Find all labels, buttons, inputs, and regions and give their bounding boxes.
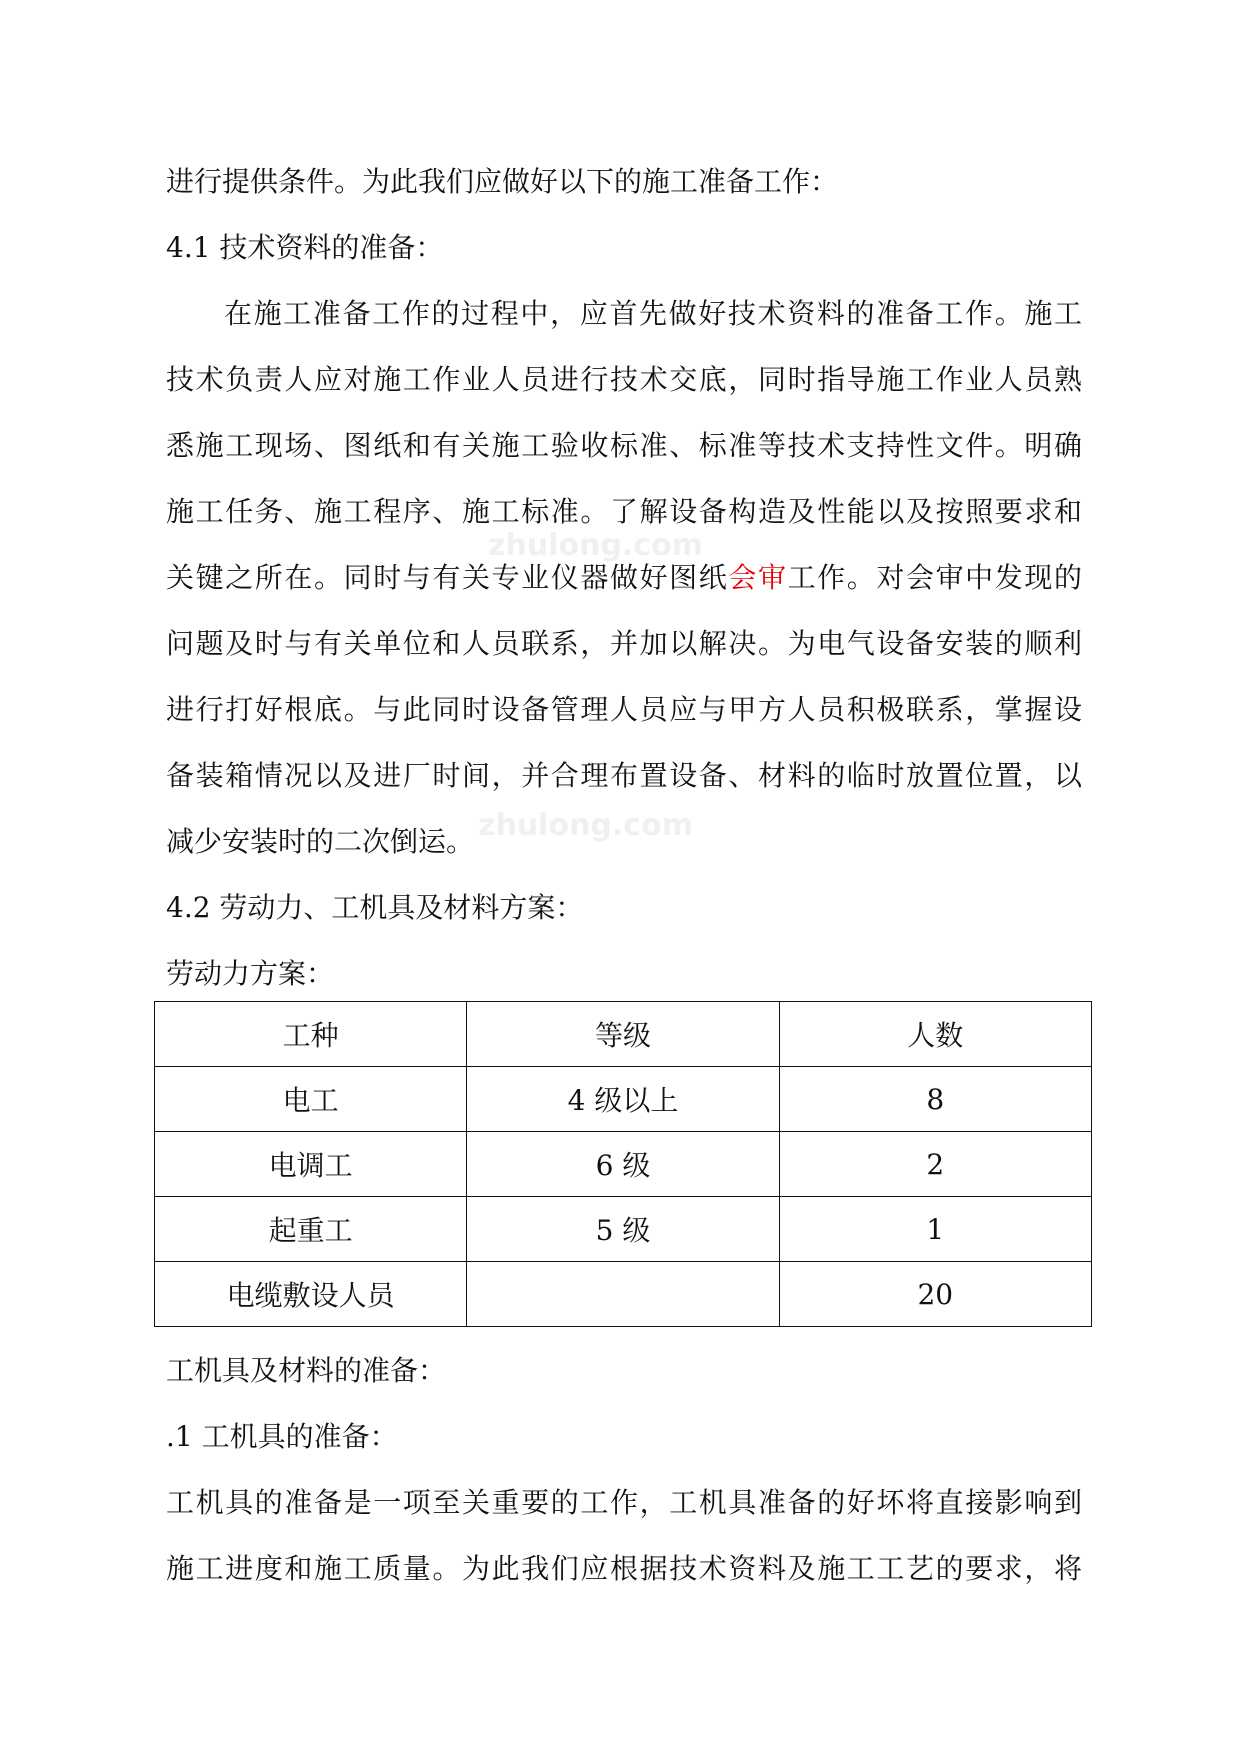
section-4-1-heading: 4.1 技术资料的准备： bbox=[166, 231, 444, 264]
highlighted-text: 会审 bbox=[728, 561, 788, 594]
paragraph-text: 关键之所在。同时与有关专业仪器做好图纸 bbox=[166, 561, 729, 594]
table-cell: 1 bbox=[779, 1197, 1091, 1262]
paragraph-line: 在施工准备工作的过程中，应首先做好技术资料的准备工作。施工 bbox=[224, 297, 1082, 330]
paragraph-line bbox=[166, 558, 1082, 598]
paragraph-line: 施工进度和施工质量。为此我们应根据技术资料及施工工艺的要求，将 bbox=[166, 1552, 1082, 1585]
section-4-2-heading: 4.2 劳动力、工机具及材料方案： bbox=[166, 891, 584, 924]
paragraph-line: 问题及时与有关单位和人员联系，并加以解决。为电气设备安装的顺利 bbox=[166, 627, 1082, 660]
table-cell: 电工 bbox=[155, 1067, 467, 1132]
paragraph-line: 施工任务、施工程序、施工标准。了解设备构造及性能以及按照要求和 bbox=[166, 495, 1082, 528]
watermark-top: zhulong.com bbox=[488, 528, 703, 563]
intro-continuation: 进行提供条件。为此我们应做好以下的施工准备工作： bbox=[166, 165, 839, 198]
table-cell bbox=[467, 1262, 779, 1327]
labor-plan-heading: 劳动力方案： bbox=[166, 957, 335, 990]
table-cell: 20 bbox=[779, 1262, 1091, 1327]
table-header-cell: 等级 bbox=[467, 1002, 779, 1067]
table-row bbox=[155, 1067, 1092, 1132]
table-cell: 5 级 bbox=[467, 1197, 779, 1262]
paragraph-text: 工作。对会审中发现的 bbox=[787, 561, 1082, 594]
table-cell: 起重工 bbox=[155, 1197, 467, 1262]
paragraph-line: 技术负责人应对施工作业人员进行技术交底，同时指导施工作业人员熟 bbox=[166, 363, 1082, 396]
table-header-cell: 人数 bbox=[779, 1002, 1091, 1067]
table-cell: 6 级 bbox=[467, 1132, 779, 1197]
paragraph-line: 工机具的准备是一项至关重要的工作，工机具准备的好坏将直接影响到 bbox=[166, 1486, 1082, 1519]
tools-materials-heading: 工机具及材料的准备： bbox=[166, 1354, 447, 1387]
table-header-cell: 工种 bbox=[155, 1002, 467, 1067]
table-cell: 4 级以上 bbox=[467, 1067, 779, 1132]
watermark-bottom: zhulong.com bbox=[478, 808, 693, 843]
labor-table bbox=[154, 1001, 1092, 1327]
table-row bbox=[155, 1262, 1092, 1327]
table-cell: 2 bbox=[779, 1132, 1091, 1197]
table-row bbox=[155, 1197, 1092, 1262]
paragraph-line: 悉施工现场、图纸和有关施工验收标准、标准等技术支持性文件。明确 bbox=[166, 429, 1082, 462]
paragraph-line: 减少安装时的二次倒运。 bbox=[166, 825, 475, 858]
table-cell: 8 bbox=[779, 1067, 1091, 1132]
paragraph-line: 进行打好根底。与此同时设备管理人员应与甲方人员积极联系，掌握设 bbox=[166, 693, 1082, 726]
table-cell: 电调工 bbox=[155, 1132, 467, 1197]
table-row bbox=[155, 1132, 1092, 1197]
paragraph-line: 备装箱情况以及进厂时间，并合理布置设备、材料的临时放置位置，以 bbox=[166, 759, 1082, 792]
table-cell: 电缆敷设人员 bbox=[155, 1262, 467, 1327]
table-header-row bbox=[155, 1002, 1092, 1067]
tools-subheading: .1 工机具的准备： bbox=[166, 1420, 398, 1453]
